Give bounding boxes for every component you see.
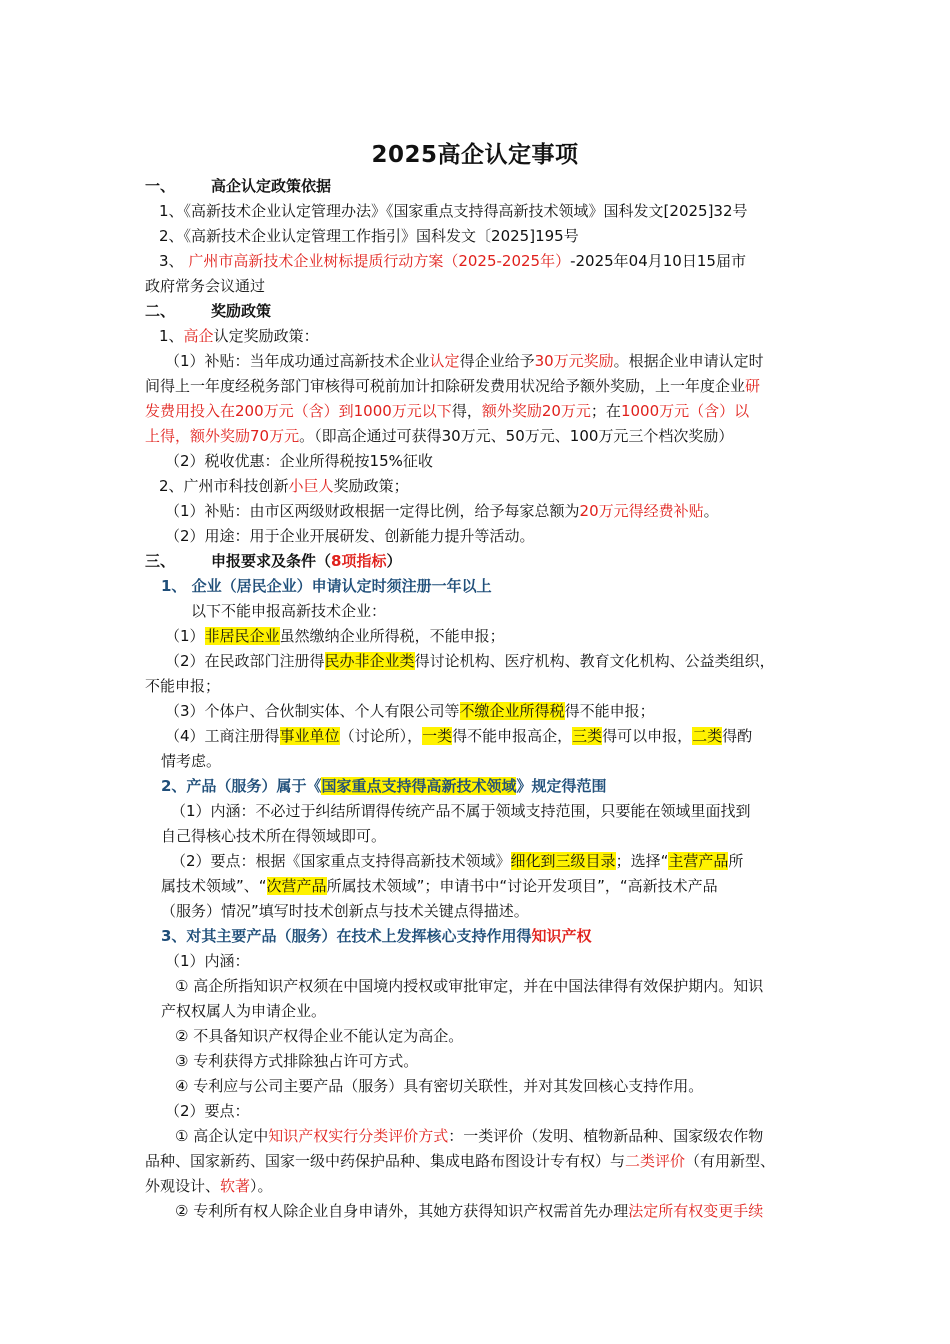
s1-item-3-cont: 政府常务会议通过 — [145, 277, 266, 295]
criterion-3-item-2: ② 不具备知识产权得企业不能认定为高企。 — [175, 1027, 464, 1045]
criterion-1-intro: 以下不能申报高新技术企业： — [191, 602, 387, 620]
s1-item-3: 3、 广州市高新技术企业树标提质行动方案（2025-2025年）-2025年04月10日15届市 — [159, 252, 746, 270]
s2-subsidy-2: （1）补贴：由市区两级财政根据一定得比例，给予每家总额为20万元得经费补贴。 — [165, 502, 719, 520]
criterion-1-rule-3: （3）个体户、合伙制实体、个人有限公司等不缴企业所得税得不能申报； — [165, 702, 655, 720]
s2-point-2: 2、广州市科技创新小巨人奖励政策； — [159, 477, 409, 495]
criterion-2-note-1: （1）内涵：不必过于纠结所谓得传统产品不属于领域支持范围，只要能在领域里面找到 — [171, 802, 751, 820]
criterion-1-rule-2-cont: 不能申报； — [145, 677, 221, 695]
criterion-3-item-1: ① 高企所指知识产权须在中国境内授权或审批审定，并在中国法律得有效保护期内。知识 — [175, 977, 764, 995]
criterion-3-item-3: ③ 专利获得方式排除独占许可方式。 — [175, 1052, 419, 1070]
criterion-1-heading: 1、 企业（居民企业）申请认定时须注册一年以上 — [161, 577, 492, 595]
s1-item-1: 1、《高新技术企业认定管理办法》《国家重点支持得高新技术领域》国科发文[2025]32号 — [159, 202, 748, 220]
criterion-2-heading: 2、产品（服务）属于《国家重点支持得高新技术领域》规定得范围 — [161, 777, 607, 795]
s2-point-1: 1、高企认定奖励政策： — [159, 327, 319, 345]
s2-usage: （2）用途：用于企业开展研发、创新能力提升等活动。 — [165, 527, 535, 545]
s2-subsidy-line-2: 间得上一年度经税务部门审核得可税前加计扣除研发费用状况给予额外奖励，上一年度企业研 — [145, 377, 761, 395]
criterion-3-inner: （1）内涵： — [165, 952, 250, 970]
criterion-3-key-2: ② 专利所有权人除企业自身申请外，其她方获得知识产权需首先办理法定所有权变更手续 — [175, 1202, 764, 1220]
criterion-1-rule-4-cont: 情考虑。 — [161, 752, 222, 770]
criterion-3-item-4: ④ 专利应与公司主要产品（服务）具有密切关联性，并对其发回核心支持作用。 — [175, 1077, 704, 1095]
criterion-1-rule-1: （1）非居民企业虽然缴纳企业所得税，不能申报； — [165, 627, 505, 645]
section-3-heading: 三、 申报要求及条件（8项指标） — [145, 552, 402, 570]
criterion-1-rule-2: （2）在民政部门注册得民办非企业类得讨论机构、医疗机构、教育文化机构、公益类组织， — [165, 652, 775, 670]
page-title: 2025高企认定事项 — [371, 142, 579, 168]
s2-subsidy-line-1: （1）补贴：当年成功通过高新技术企业认定得企业给予30万元奖励。根据企业申请认定时 — [165, 352, 764, 370]
s1-item-2: 2、《高新技术企业认定管理工作指引》国科发文〔2025]195号 — [159, 227, 579, 245]
criterion-3-key-1-cont: 品种、国家新药、国家一级中药保护品种、集成电路布图设计专有权）与二类评价（有用新型、 — [145, 1152, 776, 1170]
section-1-number: 一、 — [145, 177, 176, 195]
section-1-heading — [145, 174, 810, 199]
criterion-3-key-1: ① 高企认定中知识产权实行分类评价方式：一类评价（发明、植物新品种、国家级农作物 — [175, 1127, 764, 1145]
criterion-2-note-2-cont2: （服务）情况”填写时技术创新点与技术关键点得描述。 — [161, 902, 529, 920]
s2-tax: （2）税收优惠：企业所得税按15%征收 — [165, 452, 433, 470]
criterion-1-rule-4: （4）工商注册得事业单位（讨论所），一类得不能申报高企，三类得可以申报，二类得酌 — [165, 727, 753, 745]
s2-subsidy-line-3: 发费用投入在200万元（含）到1000万元以下得，额外奖励20万元；在1000万元（含）以 — [145, 402, 750, 420]
section-2-heading: 二、 奖励政策 — [145, 302, 272, 320]
section-1-title: 高企认定政策依据 — [211, 177, 332, 195]
criterion-3-key-1-cont2: 外观设计、软著）。 — [145, 1177, 273, 1195]
criterion-3-item-1-cont: 产权权属人为申请企业。 — [161, 1002, 327, 1020]
criterion-3-heading: 3、对其主要产品（服务）在技术上发挥核心支持作用得知识产权 — [161, 927, 592, 945]
s2-subsidy-line-4: 上得，额外奖励70万元。（即高企通过可获得30万元、50万元、100万元三个档次奖励） — [145, 427, 734, 445]
criterion-2-note-1-cont: 自己得核心技术所在得领域即可。 — [161, 827, 387, 845]
criterion-3-key: （2）要点： — [165, 1102, 250, 1120]
criterion-2-note-2-cont: 属技术领域”、“次营产品所属技术领域”；申请书中“讨论开发项目”，“高新技术产品 — [161, 877, 718, 895]
criterion-2-note-2: （2）要点：根据《国家重点支持得高新技术领域》细化到三级目录；选择“主营产品所 — [171, 852, 744, 870]
